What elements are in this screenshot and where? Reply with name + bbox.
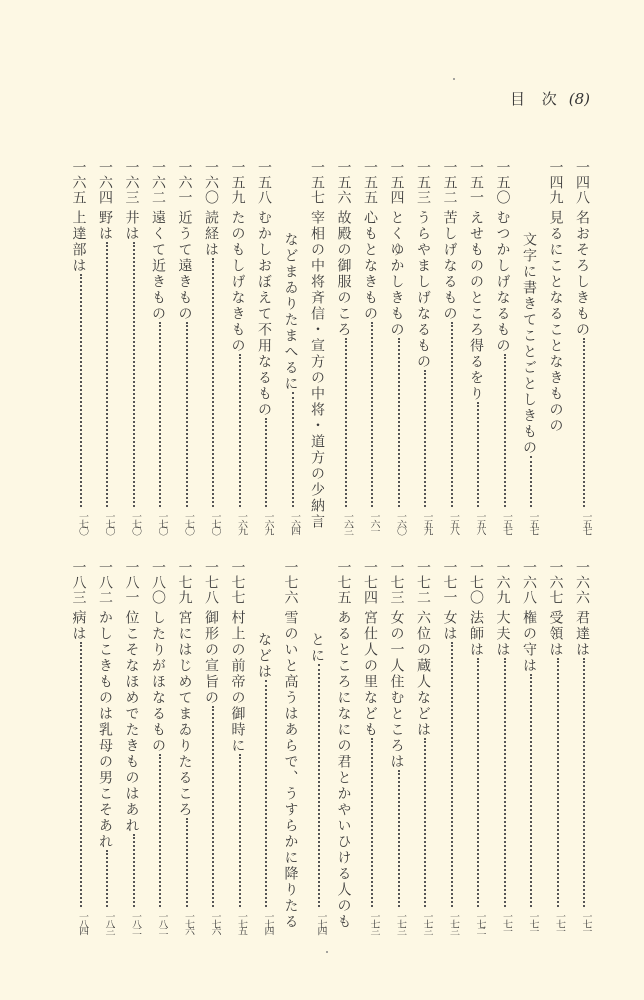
entry-title-line bbox=[122, 210, 142, 507]
toc-entry[interactable] bbox=[411, 160, 438, 535]
entry-title: 六位の蔵人などは bbox=[415, 610, 431, 738]
entry-title: 文字に書きてことごとしきもの bbox=[521, 232, 537, 456]
entry-title: 見るにことなることなきものの bbox=[547, 210, 564, 434]
entry-page-number: 一五八 bbox=[447, 512, 459, 534]
entry-number: 一四八 bbox=[574, 160, 590, 205]
entry-page-number: 一七三 bbox=[447, 912, 459, 934]
entry-page-number: 一七三 bbox=[368, 912, 379, 934]
toc-entry[interactable] bbox=[146, 560, 173, 935]
toc-entry[interactable] bbox=[464, 160, 491, 535]
dot-leader bbox=[127, 242, 135, 507]
entry-number: 一七八 bbox=[203, 560, 219, 605]
toc-entry[interactable] bbox=[331, 160, 358, 535]
dot-leader bbox=[418, 738, 426, 907]
entry-number: 一五二 bbox=[441, 160, 458, 205]
entry-title: 雪のいと高うはあらで、うすらかに降りたる bbox=[282, 610, 299, 930]
entry-title: むかしおぼえて不用なるもの bbox=[256, 210, 272, 418]
entry-page-number: 一八四 bbox=[76, 912, 88, 934]
entry-title: 権の守は bbox=[521, 610, 537, 674]
dot-leader bbox=[153, 754, 161, 907]
dot-leader bbox=[312, 664, 320, 907]
dot-leader bbox=[392, 770, 400, 907]
entry-title: とくゆかしきもの bbox=[388, 210, 405, 338]
entry-number: 一五六 bbox=[335, 160, 352, 205]
entry-title: 宮にはじめてまゐりたるころ bbox=[176, 610, 193, 818]
entry-title-line bbox=[466, 210, 486, 507]
entry-number: 一七三 bbox=[388, 560, 405, 605]
entry-title: 上達部は bbox=[70, 210, 87, 274]
entry-title: 野は bbox=[97, 210, 113, 242]
entry-title: 故殿の御服のころ bbox=[335, 210, 352, 338]
dot-leader bbox=[74, 274, 82, 507]
entry-title-line bbox=[69, 610, 89, 907]
entry-title: 法師は bbox=[468, 610, 484, 658]
entry-title: 御形の宣旨の bbox=[203, 610, 219, 706]
entry-title-line bbox=[440, 210, 460, 507]
dot-leader bbox=[551, 658, 559, 907]
entry-title: とに bbox=[309, 632, 325, 664]
entry-title-line bbox=[360, 210, 380, 507]
entry-title-line bbox=[122, 610, 142, 907]
entry-title-line bbox=[95, 210, 115, 507]
speck bbox=[453, 78, 455, 80]
entry-title-line bbox=[334, 210, 354, 507]
entry-title-line bbox=[387, 610, 407, 907]
entry-title-line bbox=[493, 210, 513, 507]
entry-page-number: 一七三 bbox=[394, 912, 406, 934]
dot-leader bbox=[206, 706, 214, 907]
dot-leader bbox=[339, 338, 347, 507]
entry-title: 名おそろしきもの bbox=[574, 210, 590, 338]
entry-page-number: 一六三 bbox=[341, 512, 353, 534]
dot-leader bbox=[365, 738, 373, 907]
entry-page-number: 一七六 bbox=[182, 912, 194, 934]
dot-leader bbox=[498, 354, 506, 507]
entry-title: 宮仕人の里なども bbox=[362, 610, 378, 738]
entry-title-line bbox=[572, 610, 592, 907]
toc-entry[interactable] bbox=[331, 560, 358, 935]
entry-page-number: 一七〇 bbox=[129, 512, 141, 534]
entry-title-line bbox=[334, 610, 354, 930]
toc-lower-block bbox=[66, 560, 596, 935]
dot-leader bbox=[577, 658, 585, 907]
entry-title: かしこきものは乳母の男こそあれ bbox=[97, 610, 113, 850]
entry-page-number: 一五七 bbox=[527, 512, 538, 534]
entry-title: 位こそなほめでたきものはあれ bbox=[123, 610, 140, 834]
toc-entry[interactable] bbox=[93, 160, 120, 535]
toc-entry[interactable] bbox=[199, 560, 226, 935]
entry-number: 一五九 bbox=[229, 160, 246, 205]
dot-leader bbox=[180, 322, 188, 507]
toc-entry[interactable] bbox=[305, 560, 332, 935]
entry-number: 一七五 bbox=[335, 560, 352, 605]
entry-title-line bbox=[307, 210, 327, 530]
entry-title-line bbox=[307, 632, 327, 907]
entry-page-number: 一七〇 bbox=[76, 512, 88, 534]
dot-leader bbox=[233, 354, 241, 507]
entry-page-number: 一七一 bbox=[500, 912, 512, 934]
entry-page-number: 一五八 bbox=[474, 512, 485, 534]
entry-title: 井は bbox=[123, 210, 140, 242]
toc-entry[interactable] bbox=[490, 560, 517, 935]
header-page-number: (8) bbox=[568, 90, 591, 108]
toc-entry[interactable] bbox=[93, 560, 120, 935]
entry-number: 一六三 bbox=[123, 160, 140, 205]
entry-title-line bbox=[148, 210, 168, 507]
entry-title: 女の一人住むところは bbox=[388, 610, 405, 770]
dot-leader bbox=[127, 834, 135, 907]
entry-title: 宰相の中将斉信・宣方の中将・道方の少納言 bbox=[309, 210, 325, 530]
entry-title: 君達は bbox=[574, 610, 590, 658]
dot-leader bbox=[100, 242, 108, 507]
entry-title: 女は bbox=[441, 610, 458, 642]
entry-page-number: 一七四 bbox=[262, 912, 273, 934]
entry-title: 受領は bbox=[547, 610, 564, 658]
toc-entry[interactable] bbox=[490, 160, 517, 535]
dot-leader bbox=[259, 680, 267, 907]
toc-entry[interactable] bbox=[437, 560, 464, 935]
entry-page-number: 一七五 bbox=[235, 912, 247, 934]
dot-leader bbox=[286, 392, 294, 507]
toc-entry[interactable] bbox=[172, 560, 199, 935]
dot-leader bbox=[74, 642, 82, 907]
toc-entry[interactable] bbox=[119, 560, 146, 935]
entry-title: 病は bbox=[70, 610, 87, 642]
entry-number: 一七一 bbox=[441, 560, 458, 605]
toc-entry[interactable] bbox=[517, 560, 544, 935]
entry-number: 一六八 bbox=[521, 560, 537, 605]
dot-leader bbox=[445, 322, 453, 507]
entry-title: 村上の前帝の御時に bbox=[229, 610, 246, 754]
entry-number: 一七四 bbox=[362, 560, 378, 605]
entry-title-line bbox=[466, 610, 486, 907]
entry-page-number: 一六九 bbox=[262, 512, 273, 534]
entry-page-number: 一七四 bbox=[315, 912, 326, 934]
dot-leader bbox=[100, 850, 108, 907]
entry-page-number: 一七二 bbox=[474, 912, 485, 934]
entry-title: などまゐりたまへるに bbox=[282, 232, 299, 392]
dot-leader bbox=[418, 370, 426, 507]
entry-number: 一六四 bbox=[97, 160, 113, 205]
entry-title-line bbox=[519, 610, 539, 907]
entry-number: 一七七 bbox=[229, 560, 246, 605]
dot-leader bbox=[206, 258, 214, 507]
entry-title-line bbox=[201, 210, 221, 507]
entry-number: 一五八 bbox=[256, 160, 272, 205]
entry-title-line bbox=[254, 210, 274, 507]
toc-entry[interactable] bbox=[146, 160, 173, 535]
dot-leader bbox=[180, 818, 188, 907]
entry-title-line bbox=[440, 610, 460, 907]
entry-number: 一六七 bbox=[547, 560, 564, 605]
toc-entry[interactable] bbox=[358, 560, 385, 935]
toc-entry[interactable] bbox=[570, 560, 597, 935]
toc-entry[interactable] bbox=[543, 160, 570, 535]
entry-page-number: 一五七 bbox=[500, 512, 512, 534]
entry-title: 読経は bbox=[203, 210, 219, 258]
toc-entry[interactable] bbox=[570, 160, 597, 535]
toc-entry[interactable] bbox=[464, 560, 491, 935]
entry-title-line bbox=[281, 232, 301, 507]
toc-upper-block bbox=[66, 160, 596, 535]
entry-title-line bbox=[413, 610, 433, 907]
entry-title-line bbox=[228, 210, 248, 507]
entry-title-line bbox=[201, 610, 221, 907]
entry-page-number: 一七〇 bbox=[156, 512, 167, 534]
toc-entry[interactable] bbox=[278, 560, 305, 935]
toc-entry[interactable] bbox=[384, 160, 411, 535]
entry-title: 近うて遠きもの bbox=[176, 210, 193, 322]
dot-leader bbox=[445, 642, 453, 907]
toc-entry[interactable] bbox=[66, 560, 93, 935]
entry-page-number: 一七一 bbox=[553, 912, 565, 934]
entry-title: えせもののところ得るをり bbox=[468, 210, 484, 402]
entry-title-line bbox=[546, 210, 566, 507]
toc-entry[interactable] bbox=[66, 160, 93, 535]
entry-title-line bbox=[148, 610, 168, 907]
toc-entry[interactable] bbox=[199, 160, 226, 535]
entry-number: 一六九 bbox=[494, 560, 511, 605]
page-header bbox=[510, 88, 590, 109]
entry-page-number: 一七一 bbox=[580, 912, 591, 934]
toc-entry[interactable] bbox=[517, 160, 544, 535]
entry-title: あるところになにの君とかやいひける人のも bbox=[335, 610, 352, 930]
entry-page-number: 一六一 bbox=[368, 512, 379, 534]
toc-entry[interactable] bbox=[411, 560, 438, 935]
entry-title-line bbox=[254, 632, 274, 907]
dot-leader bbox=[577, 338, 585, 507]
entry-title: 苦しげなるもの bbox=[441, 210, 458, 322]
toc-entry[interactable] bbox=[252, 160, 279, 535]
entry-title: 遠くて近きもの bbox=[150, 210, 166, 322]
entry-page-number: 一八二 bbox=[156, 912, 167, 934]
entry-number: 一五五 bbox=[362, 160, 378, 205]
entry-number: 一六六 bbox=[574, 560, 590, 605]
entry-number: 一七六 bbox=[282, 560, 299, 605]
dot-leader bbox=[392, 338, 400, 507]
entry-title: 心もとなきもの bbox=[362, 210, 378, 322]
entry-title-line bbox=[175, 610, 195, 907]
dot-leader bbox=[524, 674, 532, 907]
entry-title-line bbox=[493, 610, 513, 907]
toc-entry[interactable] bbox=[252, 560, 279, 935]
dot-leader bbox=[153, 322, 161, 507]
entry-number: 一五四 bbox=[388, 160, 405, 205]
entry-title: むつかしげなるもの bbox=[494, 210, 511, 354]
entry-number: 一七九 bbox=[176, 560, 193, 605]
entry-title-line bbox=[546, 610, 566, 907]
entry-number: 一七〇 bbox=[468, 560, 484, 605]
entry-page-number: 一五七 bbox=[580, 512, 591, 534]
entry-page-number: 一七〇 bbox=[209, 512, 220, 534]
toc-entry[interactable] bbox=[543, 560, 570, 935]
entry-title-line bbox=[95, 610, 115, 907]
entry-number: 一五三 bbox=[415, 160, 431, 205]
entry-title-line bbox=[281, 610, 301, 930]
entry-title: うらやましげなるもの bbox=[415, 210, 431, 370]
entry-number: 一四九 bbox=[547, 160, 564, 205]
entry-number: 一八一 bbox=[123, 560, 140, 605]
dot-leader bbox=[259, 418, 267, 507]
entry-number: 一八三 bbox=[70, 560, 87, 605]
entry-page-number: 一六〇 bbox=[394, 512, 406, 534]
dot-leader bbox=[471, 658, 479, 907]
entry-number: 一五〇 bbox=[494, 160, 511, 205]
toc-entry[interactable] bbox=[358, 160, 385, 535]
dot-leader bbox=[471, 402, 479, 507]
entry-page-number: 一八三 bbox=[103, 912, 114, 934]
header-title: 目 次 bbox=[510, 90, 563, 108]
toc-entry[interactable] bbox=[384, 560, 411, 935]
entry-number: 一六一 bbox=[176, 160, 193, 205]
entry-page-number: 一七三 bbox=[421, 912, 432, 934]
toc-entry[interactable] bbox=[119, 160, 146, 535]
entry-title: したりがほなるもの bbox=[150, 610, 166, 754]
toc-entry[interactable] bbox=[225, 160, 252, 535]
entry-title-line bbox=[519, 232, 539, 507]
entry-title-line bbox=[228, 610, 248, 907]
toc-entry[interactable] bbox=[225, 560, 252, 935]
toc-entry[interactable] bbox=[172, 160, 199, 535]
toc-entry[interactable] bbox=[437, 160, 464, 535]
entry-title-line bbox=[360, 610, 380, 907]
entry-number: 一五七 bbox=[309, 160, 325, 205]
entry-page-number: 一七〇 bbox=[103, 512, 114, 534]
entry-number: 一六二 bbox=[150, 160, 166, 205]
entry-title-line bbox=[175, 210, 195, 507]
entry-page-number: 一五九 bbox=[421, 512, 432, 534]
entry-page-number: 一八二 bbox=[129, 912, 141, 934]
entry-number: 一八〇 bbox=[150, 560, 166, 605]
entry-page-number: 一七六 bbox=[209, 912, 220, 934]
entry-title-line bbox=[572, 210, 592, 507]
entry-number: 一五一 bbox=[468, 160, 484, 205]
entry-number: 一七二 bbox=[415, 560, 431, 605]
entry-title-line bbox=[387, 210, 407, 507]
entry-page-number: 一六四 bbox=[288, 512, 300, 534]
entry-number: 一八二 bbox=[97, 560, 113, 605]
dot-leader bbox=[524, 456, 532, 507]
entry-title: などは bbox=[256, 632, 272, 680]
dot-leader bbox=[365, 322, 373, 507]
entry-page-number: 一六九 bbox=[235, 512, 247, 534]
entry-title: 大夫は bbox=[494, 610, 511, 658]
entry-number: 一六五 bbox=[70, 160, 87, 205]
toc-entry[interactable] bbox=[305, 160, 332, 535]
speck bbox=[326, 951, 328, 953]
entry-title: たのもしげなきもの bbox=[229, 210, 246, 354]
dot-leader bbox=[233, 754, 241, 907]
entry-page-number: 一七〇 bbox=[182, 512, 194, 534]
toc-entry[interactable] bbox=[278, 160, 305, 535]
entry-page-number: 一七一 bbox=[527, 912, 538, 934]
dot-leader bbox=[498, 658, 506, 907]
entry-number: 一六〇 bbox=[203, 160, 219, 205]
entry-title-line bbox=[413, 210, 433, 507]
entry-title-line bbox=[69, 210, 89, 507]
